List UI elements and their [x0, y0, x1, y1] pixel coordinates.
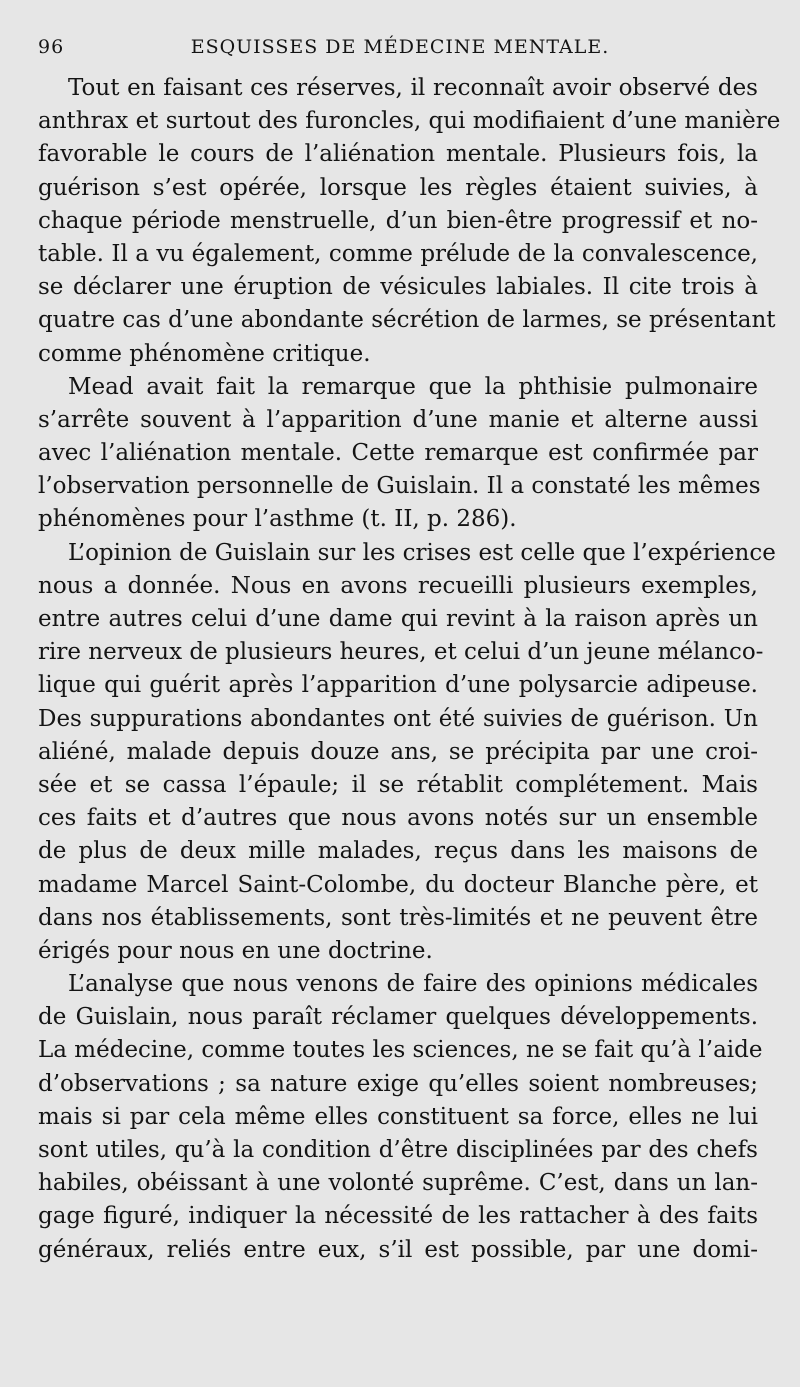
text-line: table. Il a vu également, comme prélude de la convalescence,	[38, 240, 758, 267]
text-line: d’observations ; sa nature exige qu’elles soient nombreuses;	[38, 1070, 758, 1097]
text-line: entre autres celui d’une dame qui revint à la raison après un	[38, 606, 758, 632]
text-line: nous a donnée. Nous en avons recueilli plusieurs exemples,	[38, 572, 758, 599]
text-line: habiles, obéissant à une volonté suprême. C’est, dans un lan-	[38, 1170, 758, 1197]
text-line: phénomènes pour l’asthme (t. II, p. 286).	[38, 506, 517, 533]
text-line: quatre cas d’une abondante sécrétion de larmes, se présentant	[38, 307, 776, 334]
page-number: 96	[38, 36, 65, 58]
text-line: rire nerveux de plusieurs heures, et celui d’un jeune mélanco-	[38, 639, 764, 666]
text-line: ces faits et d’autres que nous avons notés sur un ensemble	[38, 805, 758, 832]
text-line: lique qui guérit après l’apparition d’une polysarcie adipeuse.	[38, 672, 758, 699]
text-line: chaque période menstruelle, d’un bien-être progressif et no-	[38, 207, 758, 234]
text-line: se déclarer une éruption de vésicules labiales. Il cite trois à	[38, 274, 758, 301]
text-line: Tout en faisant ces réserves, il reconnaît avoir observé des	[68, 75, 758, 101]
text-line: madame Marcel Saint-Colombe, du docteur Blanche père, et	[38, 871, 758, 898]
text-line: sée et se cassa l’épaule; il se rétablit complétement. Mais	[38, 771, 758, 798]
text-line: de Guislain, nous paraît réclamer quelques développements.	[38, 1004, 758, 1031]
text-line: guérison s’est opérée, lorsque les règles étaient suivies, à	[38, 174, 758, 201]
text-line: de plus de deux mille malades, reçus dans les maisons de	[38, 838, 758, 865]
text-line: sont utiles, qu’à la condition d’être disciplinées par des chefs	[38, 1137, 758, 1163]
body-text	[38, 72, 781, 1267]
text-line: érigés pour nous en une doctrine.	[38, 937, 433, 964]
text-line: Des suppurations abondantes ont été suivies de guérison. Un	[38, 705, 758, 732]
text-line: généraux, reliés entre eux, s’il est possible, par une domi-	[38, 1236, 758, 1263]
text-line: La médecine, comme toutes les sciences, ne se fait qu’à l’aide	[38, 1037, 763, 1064]
text-line: avec l’aliénation mentale. Cette remarque est confirmée par	[38, 440, 758, 467]
text-line: comme phénomène critique.	[38, 340, 371, 367]
text-line: gage figuré, indiquer la nécessité de les rattacher à des faits	[38, 1203, 758, 1230]
text-line: L’opinion de Guislain sur les crises est celle que l’expérience	[68, 539, 776, 566]
text-line: l’observation personnelle de Guislain. Il a constaté les mêmes	[38, 473, 761, 500]
text-line: Mead avait fait la remarque que la phthisie pulmonaire	[68, 373, 758, 400]
page-header	[38, 36, 762, 66]
text-line: s’arrête souvent à l’apparition d’une manie et alterne aussi	[38, 406, 758, 433]
text-line: anthrax et surtout des furoncles, qui modifiaient d’une manière	[38, 108, 781, 135]
text-line: dans nos établissements, sont très-limités et ne peuvent être	[38, 904, 758, 931]
text-line: mais si par cela même elles constituent sa force, elles ne lui	[38, 1103, 758, 1130]
text-line: aliéné, malade depuis douze ans, se précipita par une croi-	[38, 738, 758, 765]
text-line: favorable le cours de l’aliénation mentale. Plusieurs fois, la	[38, 141, 758, 168]
running-title: ESQUISSES DE MÉDECINE MENTALE.	[190, 36, 610, 58]
text-line: L’analyse que nous venons de faire des opinions médicales	[68, 971, 758, 998]
